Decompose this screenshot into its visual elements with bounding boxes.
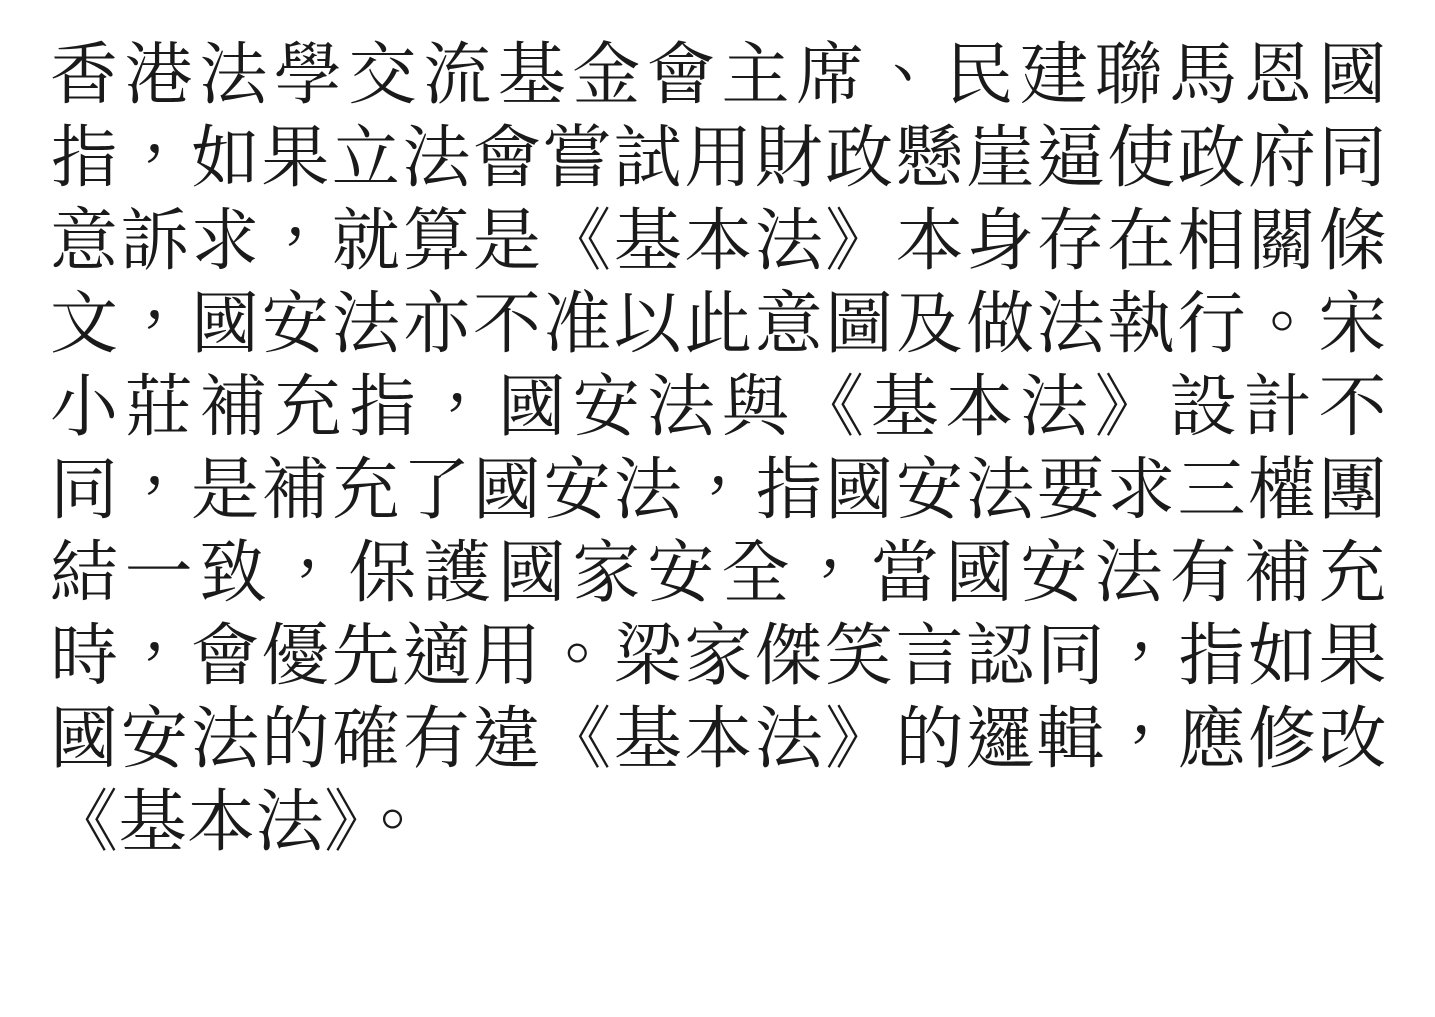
article-body [50,34,1387,864]
body-paragraph: 香港法學交流基金會主席、民建聯馬恩國指，如果立法會嘗試用財政懸崖逼使政府同意訴求，就算是《基本法》本身存在相關條文，國安法亦不准以此意圖及做法執行。宋小莊補充指，國安法與《基本法》設計不同，是補充了國安法，指國安法要求三權團結一致，保護國家安全，當國安法有補充時，會優先適用。梁家傑笑言認同，指如果國安法的確有違《基本法》的邏輯，應修改《基本法》。 [50,37,1387,860]
